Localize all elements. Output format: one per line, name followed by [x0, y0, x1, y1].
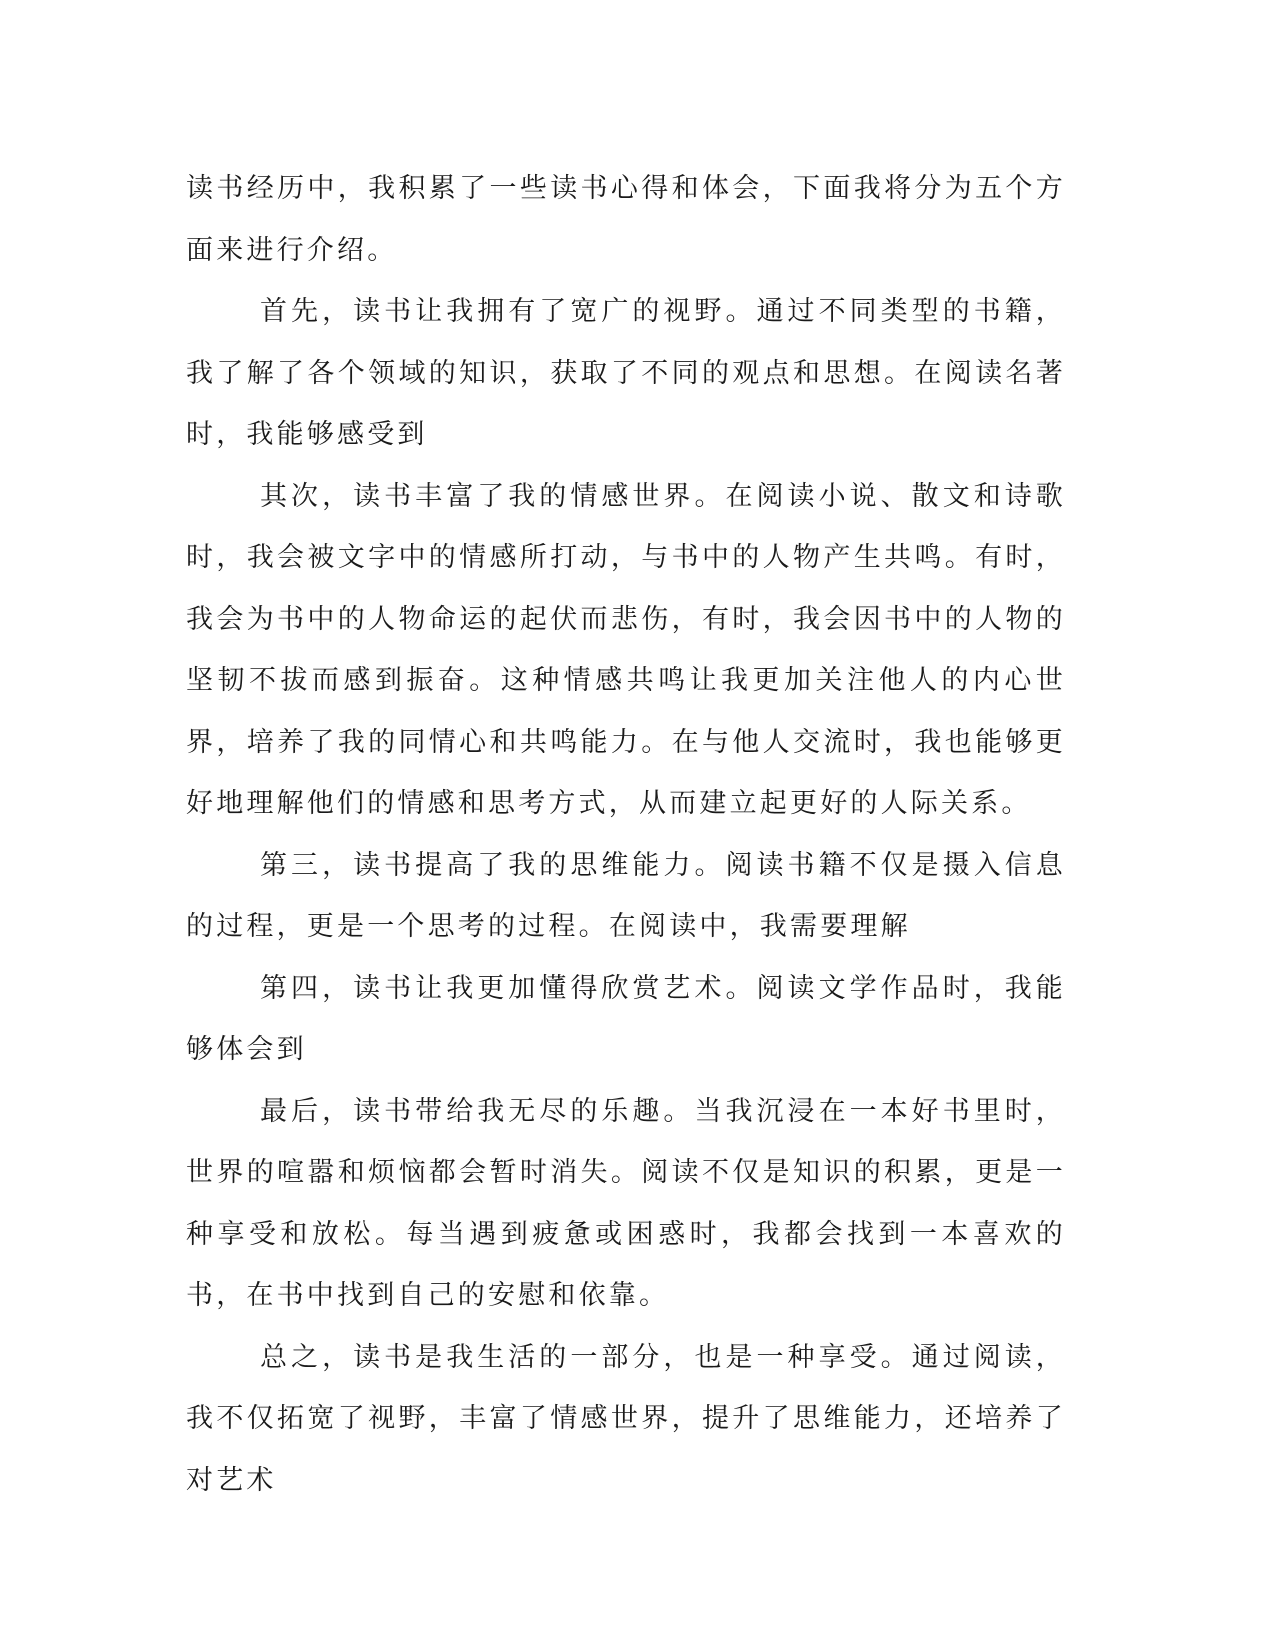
paragraph-fourth-point: 第四，读书让我更加懂得欣赏艺术。阅读文学作品时，我能够体会到	[186, 972, 1066, 1065]
paragraph-first-point: 首先，读书让我拥有了宽广的视野。通过不同类型的书籍，我了解了各个领域的知识，获取了不同的观点和思想。在阅读名著时，我能够感受到	[186, 296, 1066, 450]
paragraph-intro-continuation: 读书经历中，我积累了一些读书心得和体会，下面我将分为五个方面来进行介绍。	[186, 173, 1066, 266]
document-body	[186, 158, 1066, 1511]
paragraph-second-point: 其次，读书丰富了我的情感世界。在阅读小说、散文和诗歌时，我会被文字中的情感所打动，与书中的人物产生共鸣。有时，我会为书中的人物命运的起伏而悲伤，有时，我会因书中的人物的坚韧不拔而感到振奋。这种情感共鸣让我更加关注他人的内心世界，培养了我的同情心和共鸣能力。在与他人交流时，我也能够更好地理解他们的情感和思考方式，从而建立起更好的人际关系。	[186, 480, 1066, 819]
paragraph-conclusion: 总之，读书是我生活的一部分，也是一种享受。通过阅读，我不仅拓宽了视野，丰富了情感世界，提升了思维能力，还培养了对艺术	[186, 1341, 1066, 1496]
paragraph-third-point: 第三，读书提高了我的思维能力。阅读书籍不仅是摄入信息的过程，更是一个思考的过程。在阅读中，我需要理解	[186, 849, 1066, 942]
paragraph-fifth-point: 最后，读书带给我无尽的乐趣。当我沉浸在一本好书里时，世界的喧嚣和烦恼都会暂时消失。阅读不仅是知识的积累，更是一种享受和放松。每当遇到疲惫或困惑时，我都会找到一本喜欢的书，在书中找到自己的安慰和依靠。	[186, 1095, 1066, 1311]
